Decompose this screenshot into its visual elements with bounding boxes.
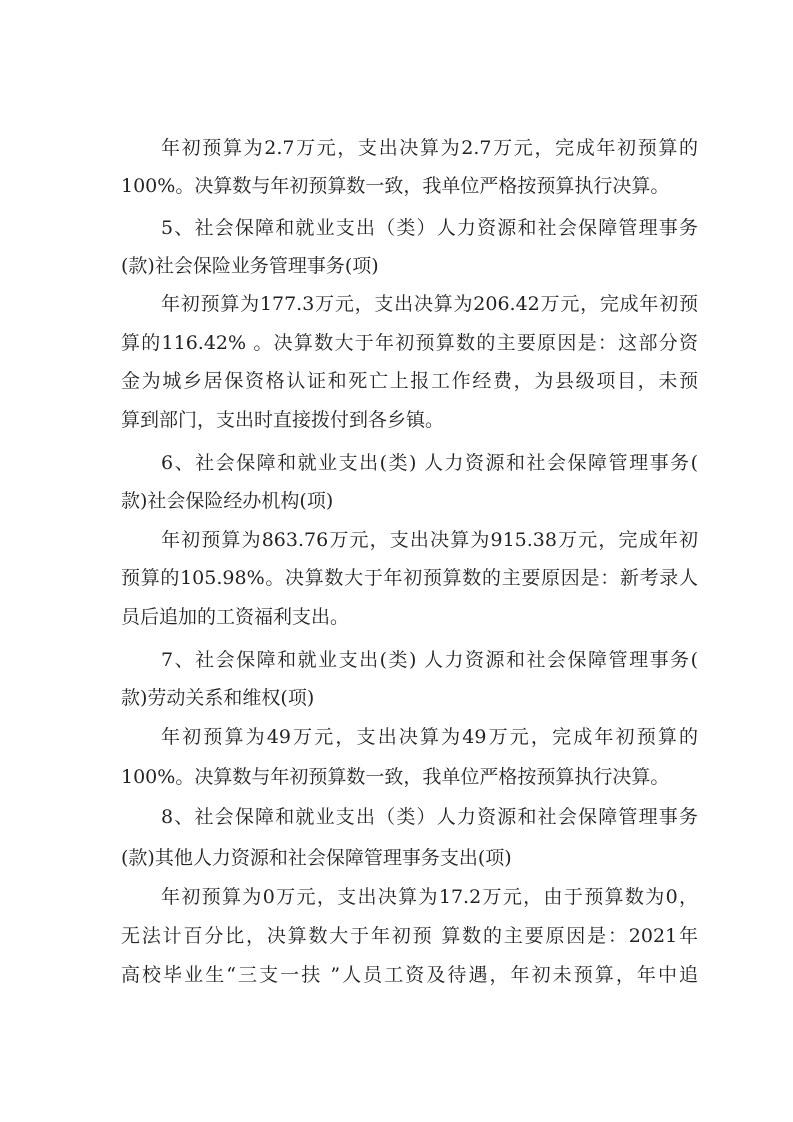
text-line: 年初预算为863.76万元，支出决算为915.38万元，完成年初 [161,529,698,551]
text-line: 100%。决算数与年初预算数一致，我单位严格按预算执行决算。 [121,766,670,788]
text-line: 6、社会保障和就业支出(类) 人力资源和社会保障管理事务( [161,452,698,474]
text-line: 款)劳动关系和维权(项) [121,687,315,709]
text-line: 年初预算为2.7万元，支出决算为2.7万元，完成年初预算的 [161,137,698,159]
text-line: 年初预算为0万元，支出决算为17.2万元，由于预算数为0， [161,886,698,908]
text-line: 金为城乡居保资格认证和死亡上报工作经费，为县级项目，未预 [121,370,698,392]
text-line: 款)社会保险经办机构(项) [121,490,334,512]
text-line: 年初预算为49万元，支出决算为49万元，完成年初预算的 [161,726,698,748]
text-line: 100%。决算数与年初预算数一致，我单位严格按预算执行决算。 [121,175,670,197]
text-line: 算到部门，支出时直接拨付到各乡镇。 [121,409,445,431]
text-line: 员后追加的工资福利支出。 [121,606,350,628]
text-line: (款)社会保险业务管理事务(项) [121,255,379,277]
text-line: 预算的105.98%。决算数大于年初预算数的主要原因是：新考录人 [121,567,698,589]
text-line: 5、社会保障和就业支出（类）人力资源和社会保障管理事务 [161,217,698,239]
text-line: (款)其他人力资源和社会保障管理事务支出(项) [121,847,512,869]
text-line: 无法计百分比，决算数大于年初预 算数的主要原因是：2021年 [121,925,698,947]
text-line: 8、社会保障和就业支出（类）人力资源和社会保障管理事务 [161,806,698,828]
text-line: 年初预算为177.3万元，支出决算为206.42万元，完成年初预 [161,293,698,315]
text-line: 7、社会保障和就业支出(类) 人力资源和社会保障管理事务( [161,649,698,671]
text-line: 高校毕业生“三支一扶 ”人员工资及待遇，年初未预算，年中追 [121,964,698,986]
text-line: 算的116.42% 。决算数大于年初预算数的主要原因是：这部分资 [121,332,698,354]
